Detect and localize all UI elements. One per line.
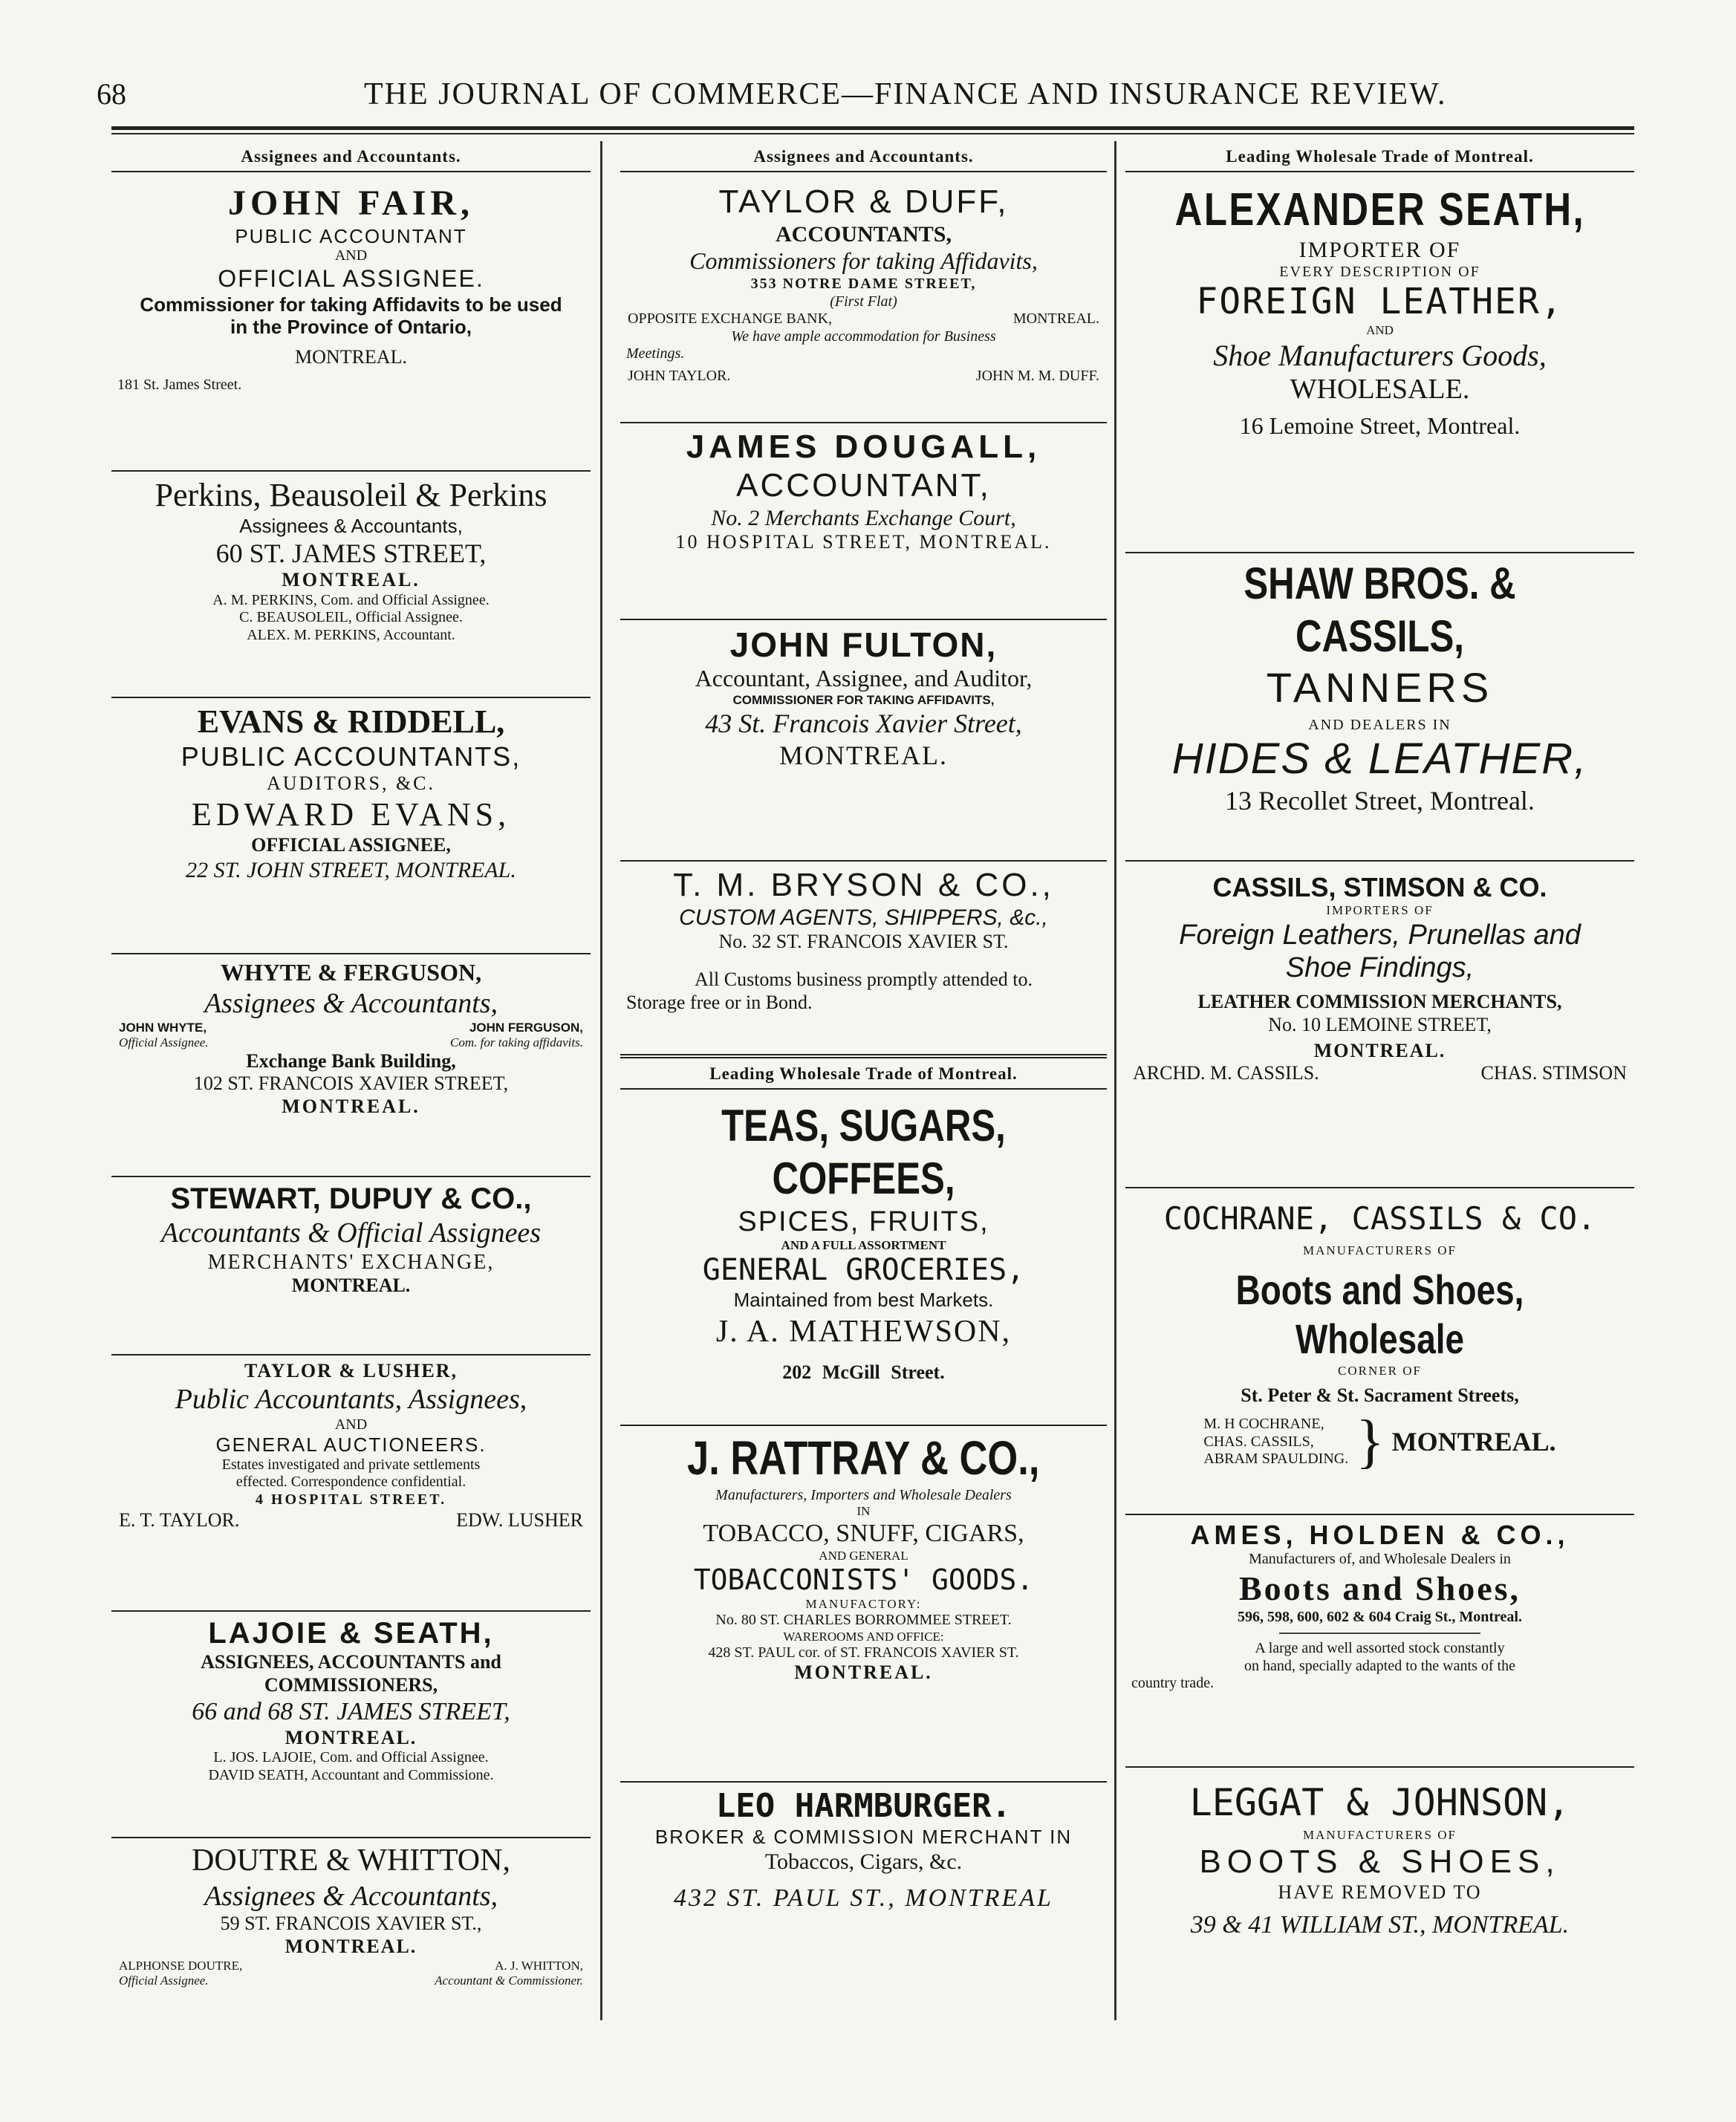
ad-line: 428 ST. PAUL cor. of ST. FRANCOIS XAVIER ST. (708, 1644, 1019, 1661)
ad-line: CUSTOM AGENTS, SHIPPERS, &c., (679, 905, 1048, 930)
ad-line: Shoe Findings, (1285, 952, 1475, 984)
ad-line: EDWARD EVANS, (191, 796, 511, 833)
ad-name: WHYTE & FERGUSON, (220, 959, 482, 986)
ad-line: on hand, specially adapted to the wants of the (1244, 1657, 1515, 1674)
ad-line: AND GENERAL (819, 1549, 908, 1563)
ad-name: JOHN FULTON, (729, 625, 998, 664)
ad-line: Assignees & Accountants, (204, 1880, 498, 1912)
ad-line: BOOTS & SHOES, (1199, 1843, 1561, 1881)
ad-line: MONTREAL. (1012, 310, 1099, 328)
ad-line: 10 HOSPITAL STREET, MONTREAL. (675, 531, 1052, 553)
column-2 (620, 141, 1107, 2028)
ad-whyte-ferguson (111, 954, 591, 1177)
partners-block (1128, 1407, 1631, 1477)
ad-line: Tobaccos, Cigars, &c. (764, 1849, 963, 1874)
partner-title: Accountant & Commissioner. (435, 1973, 583, 1988)
ad-shaw-bros (1125, 553, 1634, 862)
partner-title: Official Assignee. (119, 1035, 209, 1049)
ad-line: C. BEAUSOLEIL, Official Assignee. (239, 609, 463, 626)
ad-cassils-stimson (1125, 862, 1634, 1188)
ad-line: 16 Lemoine Street, Montreal. (1239, 411, 1521, 439)
ad-taylor-duff (620, 178, 1107, 423)
column-divider (1114, 141, 1116, 2020)
ad-line: HAVE REMOVED TO (1278, 1881, 1482, 1903)
ad-line: 202 McGill Street. (782, 1361, 945, 1383)
ad-line: Manufacturers, Importers and Wholesale Dealers (715, 1486, 1012, 1503)
ad-line: Boots and Shoes, Wholesale (1235, 1266, 1524, 1362)
ad-line: AND (334, 247, 368, 264)
brace-icon: } (1356, 1409, 1385, 1475)
ad-line: We have ample accommodation for Business (731, 328, 996, 345)
ad-name: AMES, HOLDEN & CO., (1190, 1520, 1570, 1550)
ad-line: BROKER & COMMISSION MERCHANT IN (654, 1825, 1073, 1848)
ad-line: 39 & 41 WILLIAM ST., MONTREAL. (1190, 1910, 1570, 1939)
ad-line: SPICES, FRUITS, (738, 1205, 989, 1237)
ad-leggat-johnson (1125, 1768, 1634, 1991)
ad-line: ACCOUNTANT, (736, 466, 991, 504)
partner-name: ALPHONSE DOUTRE, (119, 1958, 243, 1973)
ad-line: MONTREAL. (291, 1275, 411, 1297)
ad-line: CORNER OF (1338, 1363, 1422, 1378)
ad-line: No. 80 ST. CHARLES BORROMMEE STREET. (715, 1612, 1012, 1629)
ad-line: Accountants & Official Assignees (160, 1217, 542, 1249)
ad-name: SHAW BROS. & CASSILS, (1244, 559, 1516, 661)
ad-line: A large and well assorted stock constantly (1255, 1639, 1505, 1656)
ad-line: 66 and 68 ST. JAMES STREET, (192, 1697, 510, 1725)
partner-name: E. T. TAYLOR. (119, 1508, 240, 1531)
ad-james-dougall (620, 423, 1107, 620)
ad-line: MONTREAL. (295, 345, 407, 368)
ad-line: in the Province of Ontario, (230, 316, 472, 339)
partner-name: JOHN M. M. DUFF. (975, 368, 1099, 385)
partner-name: JOHN FERGUSON, (469, 1020, 583, 1035)
ad-name: ALEXANDER SEATH, (1174, 184, 1585, 235)
partner-name: CHAS. STIMSON (1480, 1062, 1627, 1084)
ad-name: JOHN FAIR, (227, 183, 475, 223)
ad-line: OPPOSITE EXCHANGE BANK, (628, 310, 833, 328)
ad-line: EVERY DESCRIPTION OF (1279, 263, 1480, 280)
ad-line: TOBACCO, SNUFF, CIGARS, (703, 1520, 1024, 1548)
ad-line: TOBACCONISTS' GOODS. (693, 1563, 1034, 1597)
ad-name: EVANS & RIDDELL, (197, 703, 505, 740)
partner-title: Official Assignee. (119, 1973, 209, 1988)
ad-line: effected. Correspondence confidential. (235, 1474, 466, 1491)
section-heading: Leading Wholesale Trade of Montreal. (620, 1058, 1107, 1090)
ad-line: Accountant, Assignee, and Auditor, (695, 665, 1033, 692)
ad-line: IMPORTERS OF (1326, 903, 1434, 918)
ad-line: MANUFACTORY: (805, 1597, 922, 1612)
ad-cochrane-cassils (1125, 1188, 1634, 1515)
partner-name: JOHN TAYLOR. (628, 368, 731, 385)
ad-line: Maintained from best Markets. (733, 1288, 994, 1311)
ad-ames-holden (1125, 1515, 1634, 1768)
ad-line: 102 ST. FRANCOIS XAVIER STREET, (193, 1073, 509, 1095)
ad-line: GENERAL AUCTIONEERS. (215, 1433, 487, 1457)
ad-line: A. M. PERKINS, Com. and Official Assignee. (212, 591, 490, 608)
ad-line: No. 2 Merchants Exchange Court, (711, 505, 1016, 530)
ad-taylor-lusher (111, 1355, 591, 1612)
ad-line: LEATHER COMMISSION MERCHANTS, (1197, 991, 1562, 1013)
ad-line: Boots and Shoes, (1238, 1569, 1521, 1608)
ad-line: Meetings. (626, 345, 685, 362)
ad-line: MONTREAL. (1313, 1039, 1446, 1061)
ad-line: Assignees & Accountants, (204, 987, 498, 1019)
ad-line: 22 ST. JOHN STREET, MONTREAL. (186, 857, 516, 882)
ad-line: IMPORTER OF (1298, 238, 1461, 263)
ad-line: MONTREAL. (285, 1936, 417, 1958)
ad-line: OFFICIAL ASSIGNEE. (218, 264, 484, 292)
ad-line: TANNERS (1266, 663, 1494, 711)
ad-line: AUDITORS, &C. (266, 772, 436, 795)
ad-line: MONTREAL. (794, 1662, 933, 1684)
ad-line: WHOLESALE. (1290, 374, 1470, 405)
ad-line: J. A. MATHEWSON, (715, 1315, 1012, 1350)
ad-line: Estates investigated and private settlements (221, 1456, 481, 1473)
ad-stewart-dupuy (111, 1177, 591, 1355)
ad-line: No. 10 LEMOINE STREET, (1268, 1013, 1492, 1035)
ad-name: DOUTRE & WHITTON, (192, 1843, 510, 1878)
section-heading: Leading Wholesale Trade of Montreal. (1125, 141, 1634, 172)
ad-line: MONTREAL. (779, 740, 948, 770)
ad-name: Perkins, Beausoleil & Perkins (155, 477, 547, 513)
ad-line: St. Peter & St. Sacrament Streets, (1241, 1384, 1519, 1406)
ad-line: All Customs business promptly attended to. (695, 968, 1033, 990)
ad-evans-riddell (111, 698, 591, 954)
ad-line: PUBLIC ACCOUNTANT (235, 224, 467, 247)
ad-line: 60 ST. JAMES STREET, (215, 538, 487, 568)
column-divider (600, 141, 602, 2020)
ad-line: MERCHANTS' EXCHANGE, (207, 1251, 495, 1275)
divider (1279, 1633, 1480, 1634)
ad-line: 432 ST. PAUL ST., MONTREAL (674, 1884, 1053, 1912)
ad-line: ALEX. M. PERKINS, Accountant. (247, 626, 455, 643)
journal-title: THE JOURNAL OF COMMERCE—FINANCE AND INSURANCE REVIEW. (364, 77, 1447, 111)
ad-line: Assignees & Accountants, (239, 514, 463, 537)
ad-line: AND A FULL ASSORTMENT (781, 1238, 946, 1253)
ad-line: Commissioners for taking Affidavits, (689, 247, 1038, 275)
ad-line: HIDES & LEATHER, (1171, 735, 1588, 784)
ad-line: 353 NOTRE DAME STREET, (750, 276, 977, 293)
section-heading: Assignees and Accountants. (111, 141, 591, 172)
partner-name: JOHN WHYTE, (119, 1020, 207, 1035)
ad-line: MONTREAL. (282, 1096, 420, 1118)
ad-line: Foreign Leathers, Prunellas and (1179, 919, 1581, 951)
ad-line: AND (334, 1416, 368, 1433)
ad-john-fair (111, 178, 591, 472)
ad-bryson (620, 862, 1107, 1058)
ad-name: J. RATTRAY & CO., (687, 1431, 1040, 1485)
ad-line: GENERAL GROCERIES, (702, 1253, 1025, 1288)
page-number: 68 (97, 77, 126, 111)
ad-line: DAVID SEATH, Accountant and Commissione. (208, 1766, 494, 1783)
ad-line: ACCOUNTANTS, (776, 221, 952, 247)
ad-alexander-seath (1125, 178, 1634, 553)
ad-doutre-whitton (111, 1838, 591, 2028)
partner-name: CHAS. CASSILS, (1203, 1433, 1314, 1450)
ad-line: MANUFACTURERS OF (1303, 1243, 1457, 1257)
partner-name: ARCHD. M. CASSILS. (1133, 1062, 1319, 1084)
column-3 (1125, 141, 1634, 2028)
ad-line: ASSIGNEES, ACCOUNTANTS and (201, 1651, 501, 1673)
ad-line: Shoe Manufacturers Goods, (1213, 338, 1547, 372)
ad-rattray (620, 1426, 1107, 1783)
section-heading: Assignees and Accountants. (620, 141, 1107, 172)
ad-line: MANUFACTURERS OF (1303, 1828, 1457, 1842)
ad-line: (First Flat) (830, 293, 897, 310)
header-rule (111, 126, 1634, 134)
ad-name: TEAS, SUGARS, COFFEES, (721, 1101, 1006, 1203)
ad-line: COMMISSIONERS, (264, 1673, 438, 1696)
ad-line: country trade. (1131, 1675, 1215, 1692)
ad-name: TAYLOR & LUSHER, (244, 1360, 458, 1381)
column-1 (111, 141, 591, 2028)
ad-line: AND (1366, 322, 1394, 337)
ad-name: T. M. BRYSON & CO., (673, 867, 1054, 903)
ad-name: TAYLOR & DUFF, (718, 183, 1009, 220)
ad-mathewson (620, 1096, 1107, 1426)
ad-line: 43 St. Francois Xavier Street, (705, 709, 1022, 739)
ad-name: LAJOIE & SEATH, (208, 1617, 494, 1650)
ad-name: JAMES DOUGALL, (686, 429, 1041, 465)
ad-line: MONTREAL. (282, 569, 420, 591)
ad-name: STEWART, DUPUY & CO., (170, 1182, 532, 1215)
partner-name: EDW. LUSHER (456, 1508, 583, 1531)
partner-title: Com. for taking affidavits. (450, 1035, 583, 1049)
ad-name: LEO HARMBURGER. (715, 1787, 1012, 1825)
ad-line: MONTREAL. (1391, 1427, 1556, 1457)
ad-line: PUBLIC ACCOUNTANTS, (181, 741, 521, 772)
ad-line: AND DEALERS IN (1308, 716, 1451, 733)
ad-line: Public Accountants, Assignees, (175, 1383, 527, 1415)
ad-perkins (111, 472, 591, 698)
ad-line: Exchange Bank Building, (246, 1049, 456, 1072)
ad-line: WAREROOMS AND OFFICE: (783, 1629, 944, 1644)
ad-line: Commissioner for taking Affidavits to be used (140, 293, 562, 316)
ad-line: 4 HOSPITAL STREET. (255, 1491, 447, 1508)
ad-line: COMMISSIONER FOR TAKING AFFIDAVITS, (732, 693, 995, 708)
ad-name: CASSILS, STIMSON & CO. (1212, 872, 1547, 902)
ad-line: 59 ST. FRANCOIS XAVIER ST., (220, 1913, 482, 1935)
ad-line: OFFICIAL ASSIGNEE, (251, 833, 451, 856)
ad-line: No. 32 ST. FRANCOIS XAVIER ST. (718, 931, 1009, 953)
ad-name: LEGGAT & JOHNSON, (1189, 1781, 1570, 1824)
ad-line: IN (856, 1504, 871, 1519)
ad-line: Manufacturers of, and Wholesale Dealers in (1249, 1551, 1511, 1568)
page-header (97, 71, 1642, 115)
ad-line: MONTREAL. (285, 1726, 417, 1748)
ad-lajoie-seath (111, 1612, 591, 1838)
ad-john-fulton (620, 620, 1107, 862)
ad-line: L. JOS. LAJOIE, Com. and Official Assignee. (213, 1749, 489, 1766)
ad-line: 13 Recollet Street, Montreal. (1225, 785, 1535, 816)
partner-name: M. H COCHRANE, (1203, 1416, 1324, 1433)
ad-harmburger (620, 1783, 1107, 1961)
ad-line: 181 St. James Street. (117, 376, 242, 393)
partner-name: A. J. WHITTON, (495, 1958, 583, 1973)
ad-line: 596, 598, 600, 602 & 604 Craig St., Montreal. (1238, 1609, 1522, 1626)
ad-line: Storage free or in Bond. (626, 991, 813, 1013)
ad-line: FOREIGN LEATHER, (1196, 281, 1564, 323)
partner-name: ABRAM SPAULDING. (1203, 1451, 1349, 1468)
ad-name: COCHRANE, CASSILS & CO. (1163, 1200, 1596, 1237)
